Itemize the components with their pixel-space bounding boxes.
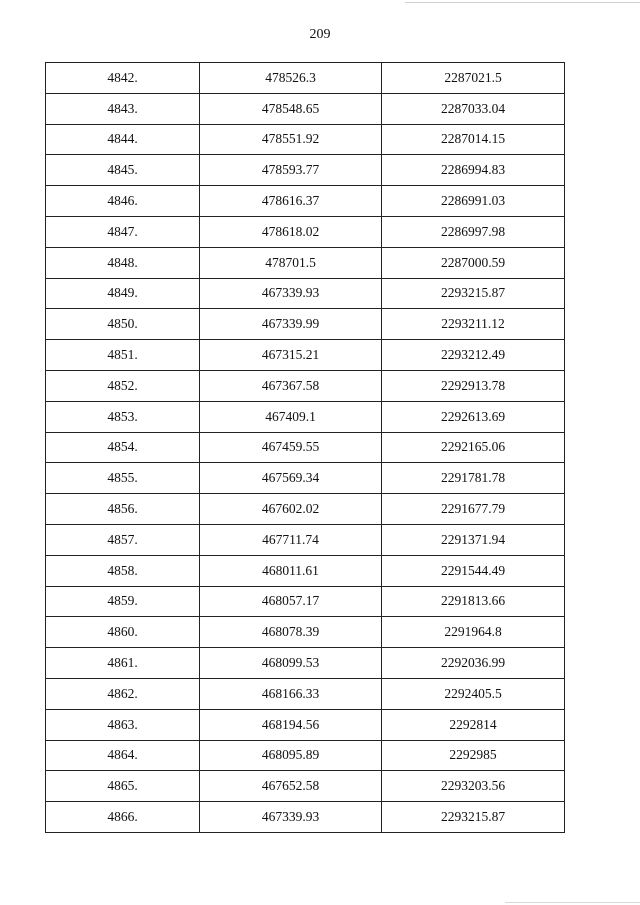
y-coordinate-cell: 2292165.06 [382, 432, 565, 463]
y-coordinate-cell: 2291781.78 [382, 463, 565, 494]
point-number-cell: 4862. [46, 678, 200, 709]
point-number-cell: 4851. [46, 340, 200, 371]
table-row [46, 278, 565, 309]
point-number-cell: 4856. [46, 494, 200, 525]
table-row [46, 463, 565, 494]
y-coordinate-cell: 2291964.8 [382, 617, 565, 648]
x-coordinate-cell: 467339.93 [200, 802, 382, 833]
table-row [46, 555, 565, 586]
table-row [46, 155, 565, 186]
table-row [46, 617, 565, 648]
point-number-cell: 4849. [46, 278, 200, 309]
x-coordinate-cell: 468078.39 [200, 617, 382, 648]
coordinates-table [45, 62, 565, 833]
point-number-cell: 4866. [46, 802, 200, 833]
table-body [46, 63, 565, 833]
y-coordinate-cell: 2292913.78 [382, 370, 565, 401]
x-coordinate-cell: 468194.56 [200, 709, 382, 740]
table-row [46, 309, 565, 340]
x-coordinate-cell: 467339.99 [200, 309, 382, 340]
table-row [46, 247, 565, 278]
y-coordinate-cell: 2291813.66 [382, 586, 565, 617]
table-row [46, 709, 565, 740]
x-coordinate-cell: 468166.33 [200, 678, 382, 709]
x-coordinate-cell: 478618.02 [200, 216, 382, 247]
y-coordinate-cell: 2292814 [382, 709, 565, 740]
table-row [46, 771, 565, 802]
point-number-cell: 4844. [46, 124, 200, 155]
table-row [46, 494, 565, 525]
table-row [46, 740, 565, 771]
page-number: 209 [309, 27, 331, 42]
point-number-cell: 4850. [46, 309, 200, 340]
scan-artifact-top [405, 2, 640, 3]
table-row [46, 678, 565, 709]
table-row [46, 124, 565, 155]
point-number-cell: 4847. [46, 216, 200, 247]
y-coordinate-cell: 2286994.83 [382, 155, 565, 186]
x-coordinate-cell: 467569.34 [200, 463, 382, 494]
x-coordinate-cell: 478548.65 [200, 93, 382, 124]
y-coordinate-cell: 2287021.5 [382, 63, 565, 94]
y-coordinate-cell: 2291544.49 [382, 555, 565, 586]
point-number-cell: 4845. [46, 155, 200, 186]
x-coordinate-cell: 478593.77 [200, 155, 382, 186]
point-number-cell: 4855. [46, 463, 200, 494]
point-number-cell: 4843. [46, 93, 200, 124]
table-row [46, 216, 565, 247]
y-coordinate-cell: 2292405.5 [382, 678, 565, 709]
x-coordinate-cell: 468099.53 [200, 648, 382, 679]
point-number-cell: 4865. [46, 771, 200, 802]
table-row [46, 432, 565, 463]
point-number-cell: 4857. [46, 524, 200, 555]
x-coordinate-cell: 467459.55 [200, 432, 382, 463]
point-number-cell: 4863. [46, 709, 200, 740]
y-coordinate-cell: 2293211.12 [382, 309, 565, 340]
table-row [46, 370, 565, 401]
x-coordinate-cell: 467409.1 [200, 401, 382, 432]
y-coordinate-cell: 2292613.69 [382, 401, 565, 432]
table-row [46, 586, 565, 617]
y-coordinate-cell: 2287033.04 [382, 93, 565, 124]
y-coordinate-cell: 2291371.94 [382, 524, 565, 555]
y-coordinate-cell: 2292036.99 [382, 648, 565, 679]
table-row [46, 93, 565, 124]
y-coordinate-cell: 2286991.03 [382, 186, 565, 217]
y-coordinate-cell: 2287000.59 [382, 247, 565, 278]
table-row [46, 648, 565, 679]
point-number-cell: 4846. [46, 186, 200, 217]
table-row [46, 802, 565, 833]
x-coordinate-cell: 478616.37 [200, 186, 382, 217]
x-coordinate-cell: 467602.02 [200, 494, 382, 525]
x-coordinate-cell: 468057.17 [200, 586, 382, 617]
y-coordinate-cell: 2293203.56 [382, 771, 565, 802]
x-coordinate-cell: 467652.58 [200, 771, 382, 802]
y-coordinate-cell: 2292985 [382, 740, 565, 771]
y-coordinate-cell: 2286997.98 [382, 216, 565, 247]
x-coordinate-cell: 467711.74 [200, 524, 382, 555]
point-number-cell: 4854. [46, 432, 200, 463]
x-coordinate-cell: 467315.21 [200, 340, 382, 371]
table-row [46, 524, 565, 555]
scan-artifact-bottom [505, 902, 640, 903]
x-coordinate-cell: 468011.61 [200, 555, 382, 586]
table-row [46, 401, 565, 432]
x-coordinate-cell: 478526.3 [200, 63, 382, 94]
point-number-cell: 4842. [46, 63, 200, 94]
point-number-cell: 4864. [46, 740, 200, 771]
x-coordinate-cell: 468095.89 [200, 740, 382, 771]
point-number-cell: 4852. [46, 370, 200, 401]
y-coordinate-cell: 2293212.49 [382, 340, 565, 371]
point-number-cell: 4859. [46, 586, 200, 617]
point-number-cell: 4861. [46, 648, 200, 679]
y-coordinate-cell: 2291677.79 [382, 494, 565, 525]
table-row [46, 63, 565, 94]
point-number-cell: 4858. [46, 555, 200, 586]
point-number-cell: 4860. [46, 617, 200, 648]
x-coordinate-cell: 467367.58 [200, 370, 382, 401]
x-coordinate-cell: 478551.92 [200, 124, 382, 155]
x-coordinate-cell: 478701.5 [200, 247, 382, 278]
y-coordinate-cell: 2287014.15 [382, 124, 565, 155]
y-coordinate-cell: 2293215.87 [382, 802, 565, 833]
x-coordinate-cell: 467339.93 [200, 278, 382, 309]
point-number-cell: 4853. [46, 401, 200, 432]
table-row [46, 340, 565, 371]
table-row [46, 186, 565, 217]
point-number-cell: 4848. [46, 247, 200, 278]
y-coordinate-cell: 2293215.87 [382, 278, 565, 309]
